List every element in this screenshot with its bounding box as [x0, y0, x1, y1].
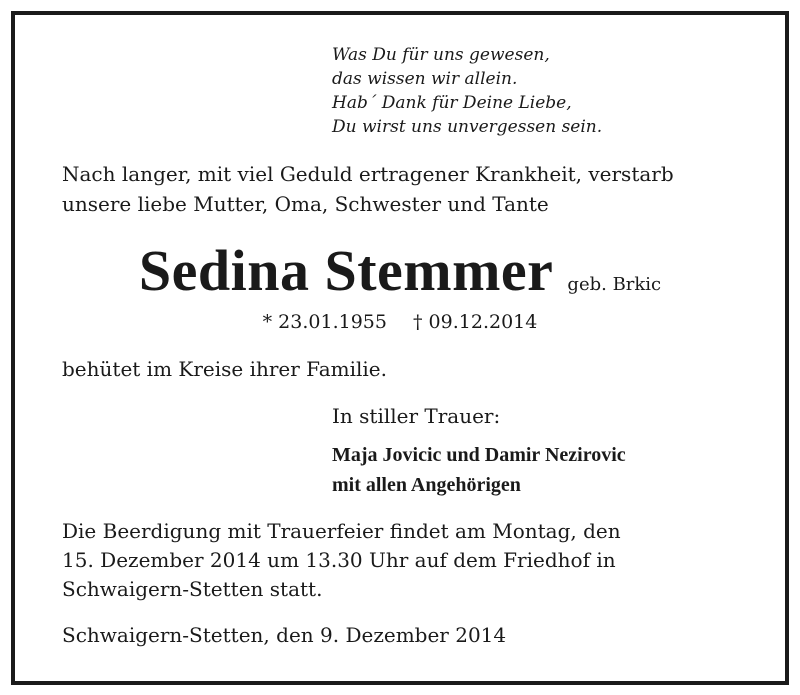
birth-name: geb. Brkic	[567, 274, 662, 295]
obituary-notice	[11, 11, 789, 685]
poem-line: das wissen wir allein.	[332, 69, 518, 89]
birth-date: * 23.01.1955	[262, 311, 387, 333]
intro-text	[62, 159, 674, 219]
family-line: behütet im Kreise ihrer Familie.	[62, 357, 387, 381]
poem-line: Hab´ Dank für Deine Liebe,	[332, 93, 572, 113]
mourner-line: mit allen Angehörigen	[332, 474, 521, 496]
funeral-line: 15. Dezember 2014 um 13.30 Uhr auf dem Friedhof in	[62, 548, 616, 572]
poem-line: Was Du für uns gewesen,	[332, 45, 550, 65]
intro-line: Nach langer, mit viel Geduld ertragener Krankheit, verstarb	[62, 162, 674, 186]
deceased-name-row	[15, 237, 785, 304]
death-date: † 09.12.2014	[413, 311, 538, 333]
intro-line: unsere liebe Mutter, Oma, Schwester und Tante	[62, 192, 549, 216]
funeral-info	[62, 517, 621, 604]
memorial-poem	[332, 43, 602, 139]
poem-line: Du wirst uns unvergessen sein.	[332, 117, 603, 137]
funeral-line: Die Beerdigung mit Trauerfeier findet am Montag, den	[62, 519, 621, 543]
mourners	[332, 440, 626, 500]
life-dates	[15, 311, 785, 333]
funeral-line: Schwaigern-Stetten statt.	[62, 577, 323, 601]
place-date: Schwaigern-Stetten, den 9. Dezember 2014	[62, 623, 507, 647]
mourner-line: Maja Jovicic und Damir Nezirovic	[332, 444, 626, 466]
mourning-label: In stiller Trauer:	[332, 404, 501, 428]
deceased-name: Sedina Stemmer	[138, 238, 554, 303]
